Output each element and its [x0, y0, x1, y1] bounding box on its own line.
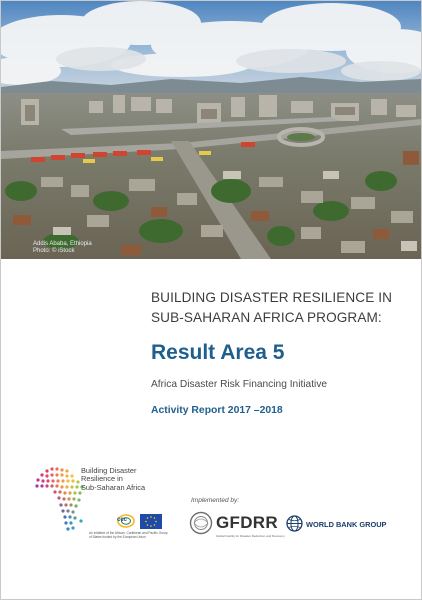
ccc-mark: ccc [117, 517, 128, 523]
gfdrr-emblem-icon [189, 511, 213, 535]
result-area-title: Result Area 5 [151, 341, 285, 364]
world-bank-wordmark: WORLD BANK GROUP [306, 520, 387, 529]
world-bank-globe-icon [286, 515, 303, 532]
photo-credit-source: Photo: © iStock [33, 248, 75, 254]
program-logo-text [81, 467, 145, 492]
title-block [151, 288, 411, 416]
program-title-line-1: BUILDING DISASTER RESILIENCE IN [151, 290, 393, 305]
program-logo-line-2: Resilience in [81, 474, 123, 484]
gfdrr-fullname: Global Facility for Disaster Reduction and Recovery [216, 534, 285, 538]
initiative-subtitle: Africa Disaster Risk Financing Initiative [151, 379, 328, 390]
gfdrr-logo [189, 511, 285, 540]
implemented-by-label: Implemented by: [191, 497, 240, 504]
activity-report-label: Activity Report 2017 –2018 [151, 405, 283, 416]
world-bank-logo [286, 515, 387, 537]
photo-credit [33, 241, 92, 255]
program-logo-line-1: Building Disaster [81, 466, 137, 475]
photo-credit-location: Addis Ababa, Ethiopia [33, 241, 92, 247]
program-logo-line-3: Sub-Saharan Africa [81, 482, 146, 492]
cover-photo [1, 1, 421, 259]
eu-flag-icon [140, 514, 162, 529]
program-title-line-2: SUB-SAHARAN AFRICA PROGRAM: [151, 310, 382, 325]
gfdrr-wordmark: GFDRR [216, 513, 278, 532]
eu-funding-note: An initiative of the African, Caribbean and Pacific Group of States funded by the European Union [89, 531, 168, 539]
